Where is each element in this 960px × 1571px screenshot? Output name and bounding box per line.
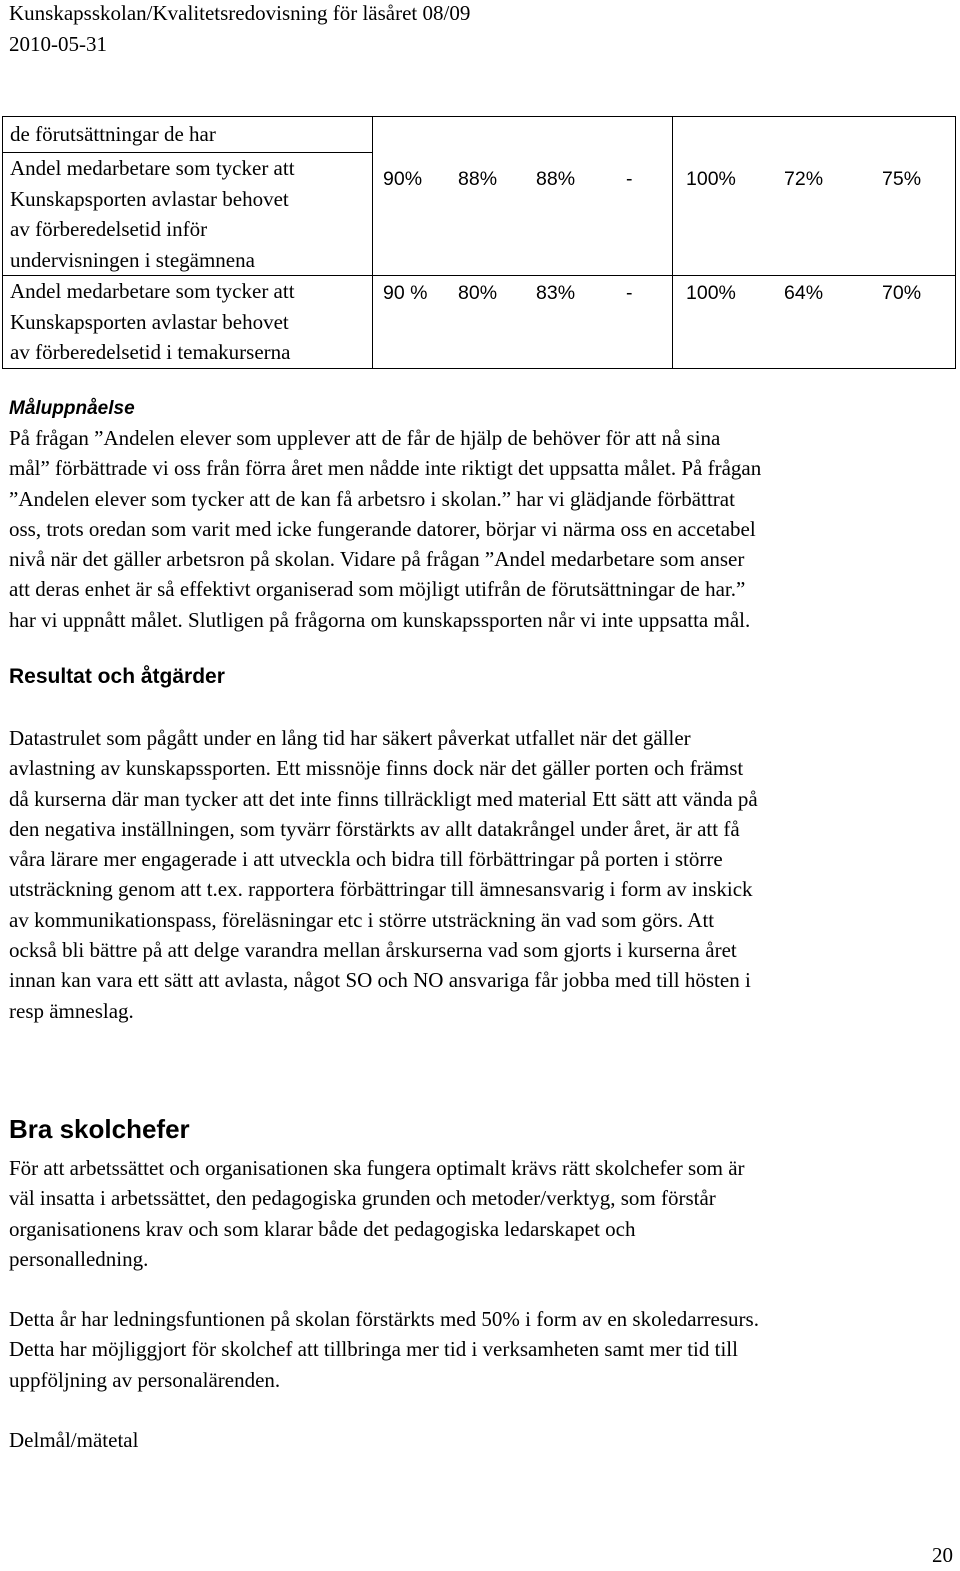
paragraph-line: också bli bättre på att delge varandra mellan årskurserna vad som gjorts i kurserna året [9,938,737,963]
page-number: 20 [932,1543,953,1567]
row-label-line: av förberedelsetid i temakurserna [10,340,291,364]
row-label-line: av förberedelsetid inför [10,217,208,241]
section-heading-maluppnaelse: Måluppnåelse [9,398,135,419]
document-title: Kunskapsskolan/Kvalitetsredovisning för läsåret 08/09 [9,1,471,25]
paragraph-line: resp ämneslag. [9,998,134,1023]
row-label-line: Andel medarbetare som tycker att [10,156,295,180]
table-cell-values [673,117,956,276]
paragraph-line: För att arbetssättet och organisationen ska fungera optimalt krävs rätt skolchefer som är [9,1156,745,1180]
table-cell-label [3,276,373,369]
row-label-line: Kunskapsporten avlastar behovet [10,186,289,211]
paragraph-line: innan kan vara ett sätt att avlasta, något SO och NO ansvariga får jobba med till hösten i [9,968,751,993]
table-cell-values [373,276,673,369]
value-cell: 100% [686,168,736,190]
value-cell: 72% [784,168,824,190]
paragraph-line: uppföljning av personalärenden. [9,1367,281,1392]
paragraph-line: av kommunikationspass, föreläsningar etc i större utsträckning än vad som görs. Att [9,907,715,932]
paragraph-line: oss, trots oredan som varit med icke fungerande datorer, börjar vi närma oss en accetabel [9,516,756,541]
value-cell: 83% [536,282,576,304]
value-cell: 75% [882,168,922,190]
paragraph-line: den negativa inställningen, som tyvärr förstärkts av allt datakrångel under året, är att få [9,816,740,841]
resultat-paragraph [9,723,953,1026]
value-cell: - [626,282,633,304]
paragraph-line: Datastrulet som pågått under en lång tid har säkert påverkat utfallet när det gäller [9,726,691,750]
table-row [3,276,956,369]
paragraph-line: våra lärare mer engagerade i att utveckla och bidra till förbättringar på porten i större [9,847,723,872]
paragraph-line: har vi uppnått målet. Slutligen på frågorna om kunskapssporten når vi inte uppsatta mål. [9,607,751,632]
paragraph-line: På frågan ”Andelen elever som upplever att de får de hjälp de behöver för att nå sina [9,426,721,450]
subheading-delmal: Delmål/mätetal [9,1428,139,1452]
section-heading-resultat: Resultat och åtgärder [9,665,225,688]
value-cell: 90 % [383,282,428,304]
section-heading-skolchefer: Bra skolchefer [9,1114,190,1144]
row-label-line: de förutsättningar de har [10,122,216,146]
maluppnaelse-paragraph [9,423,953,635]
value-cell: - [626,168,633,190]
table-row [3,117,956,153]
table-cell-values [673,276,956,369]
value-cell: 90% [383,168,423,190]
paragraph-line: ”Andelen elever som tycker att de kan få arbetsro i skolan.” har vi glädjande förbättrat [9,486,735,511]
paragraph-line: personalledning. [9,1246,149,1271]
value-cell: 100% [686,282,736,304]
value-cell: 80% [458,282,498,304]
paragraph-line: Detta har möjliggjort för skolchef att tillbringa mer tid i verksamheten samt mer tid till [9,1337,738,1362]
results-table [2,116,956,369]
table-cell-values [373,117,673,276]
row-label-line: Andel medarbetare som tycker att [10,279,295,303]
skolchefer-paragraph-2 [9,1304,953,1395]
paragraph-line: organisationens krav och som klarar både det pedagogiska ledarskapet och [9,1216,636,1241]
paragraph-line: att deras enhet är så effektivt organiserad som möjligt utifrån de förutsättningar de har.” [9,577,746,602]
value-cell: 88% [458,168,498,190]
table-cell-label [3,117,373,153]
row-label-line: undervisningen i stegämnena [10,247,255,272]
paragraph-line: mål” förbättrade vi oss från förra året men nådde inte riktigt det uppsatta målet. På frågan [9,456,762,481]
value-group-right [673,278,955,308]
paragraph-line: Detta år har ledningsfuntionen på skolan förstärkts med 50% i form av en skoledarresurs. [9,1307,759,1331]
value-group-mid [373,278,672,308]
value-group-right [673,164,955,194]
table-cell-label [3,153,373,276]
value-group-mid [373,164,672,194]
value-cell: 70% [882,282,922,304]
paragraph-line: nivå när det gäller arbetsron på skolan. Vidare på frågan ”Andel medarbetare som anser [9,547,745,572]
value-cell: 64% [784,282,824,304]
paragraph-line: utsträckning genom att t.ex. rapportera förbättringar till ämnesansvarig i form av inskick [9,877,753,902]
skolchefer-paragraph-1 [9,1153,953,1274]
paragraph-line: avlastning av kunskapssporten. Ett missnöje finns dock när det gäller porten och främst [9,756,744,781]
paragraph-line: väl insatta i arbetssättet, den pedagogiska grunden och metoder/verktyg, som förstår [9,1186,716,1211]
value-cell: 88% [536,168,576,190]
row-label-line: Kunskapsporten avlastar behovet [10,309,289,334]
document-date: 2010-05-31 [9,32,107,56]
paragraph-line: då kurserna där man tycker att det inte finns tillräckligt med material Ett sätt att vända på [9,786,758,811]
